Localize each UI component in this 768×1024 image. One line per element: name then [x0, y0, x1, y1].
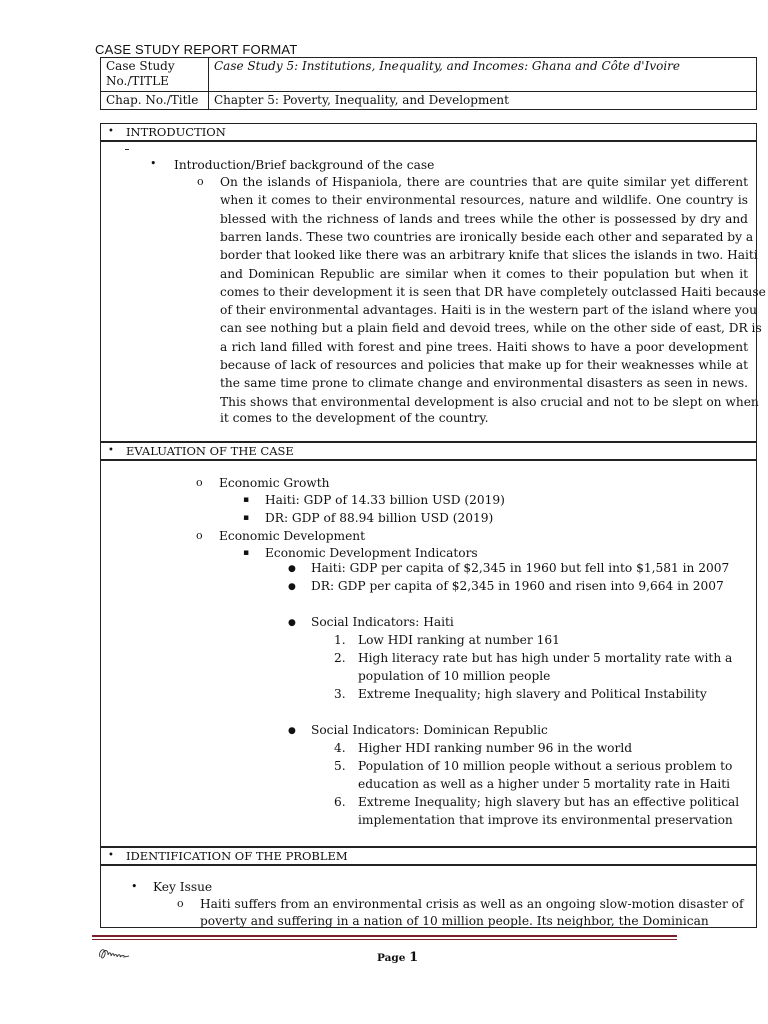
haiti-item: Low HDI ranking at number 161 — [358, 633, 560, 647]
square-bullet-icon: ▪ — [243, 548, 250, 558]
economic-growth-label: Economic Growth — [219, 476, 330, 490]
circle-bullet-icon: o — [196, 476, 203, 489]
haiti-item: Extreme Inequality; high slavery and Political Instability — [358, 687, 707, 701]
dot-bullet-icon: ● — [288, 726, 296, 736]
intro-line: On the islands of Hispaniola, there are countries that are quite similar yet different — [220, 175, 748, 189]
haiti-item: High literacy rate but has high under 5 mortality rate with a — [358, 651, 733, 665]
circle-bullet-icon: o — [177, 897, 184, 910]
dr-item: Higher HDI ranking number 96 in the world — [358, 741, 633, 755]
problem-line: poverty and suffering in a nation of 10 million people. Its neighbor, the Dominican — [200, 914, 709, 928]
circle-bullet-icon: o — [197, 175, 204, 188]
bullet-icon: • — [108, 126, 114, 137]
case-study-label: Case Study No./TITLE — [101, 58, 209, 92]
list-number: 3. — [334, 687, 346, 701]
intro-line: can see nothing but a plain field and devoid trees, while on the other side of east, DR is — [220, 321, 762, 336]
intro-line: because of lack of resources and policies that make up for their weaknesses while at — [220, 358, 748, 372]
dr-item: education as well as a higher under 5 mortality rate in Haiti — [358, 777, 731, 791]
intro-line: the same time prone to climate change and environmental disasters as seen in news. — [220, 376, 748, 391]
square-bullet-icon: ▪ — [243, 495, 250, 505]
dash-mark — [125, 149, 129, 150]
problem-line: Haiti suffers from an environmental crisis as well as an ongoing slow-motion disaster of — [200, 897, 744, 911]
intro-line: comes to their development it is seen that DR have completely outclassed Haiti because — [220, 284, 766, 299]
dr-indicators-label: Social Indicators: Dominican Republic — [311, 723, 548, 737]
bullet-icon: • — [108, 445, 114, 456]
dot-bullet-icon: ● — [288, 618, 296, 628]
intro-line: a rich land filled with forest and pine trees. Haiti shows to have a poor development — [220, 339, 748, 354]
list-number: 6. — [334, 795, 346, 809]
list-number: 4. — [334, 741, 346, 755]
intro-bullet-text: Introduction/Brief background of the case — [174, 158, 435, 172]
signature-mark — [96, 943, 132, 965]
chapter-label: Chap. No./Title — [101, 92, 209, 110]
circle-bullet-icon: o — [196, 529, 203, 542]
dr-item: Population of 10 million people without a serious problem to — [358, 759, 733, 773]
haiti-item: population of 10 million people — [358, 669, 551, 683]
indicator-item: DR: GDP per capita of $2,345 in 1960 and risen into 9,664 in 2007 — [311, 579, 724, 593]
square-bullet-icon: ▪ — [243, 513, 250, 523]
bullet-icon: • — [108, 850, 114, 861]
growth-item: Haiti: GDP of 14.33 billion USD (2019) — [265, 493, 505, 507]
evaluation-heading-row — [100, 442, 757, 460]
list-number: 1. — [334, 633, 346, 647]
intro-line: of their environmental advantages. Haiti is in the western part of the island where you — [220, 303, 757, 318]
chapter-row — [101, 92, 757, 110]
list-number: 2. — [334, 651, 346, 665]
case-study-row — [101, 58, 757, 92]
introduction-heading: INTRODUCTION — [126, 125, 226, 139]
key-issue-label: Key Issue — [153, 880, 213, 894]
haiti-indicators-label: Social Indicators: Haiti — [311, 615, 454, 629]
growth-item: DR: GDP of 88.94 billion USD (2019) — [265, 511, 494, 525]
economic-development-label: Economic Development — [219, 529, 366, 543]
page-footer — [377, 950, 418, 965]
page-label: Page — [377, 952, 406, 964]
intro-line: barren lands. These two countries are ironically beside each other and separated by a — [220, 229, 754, 244]
introduction-heading-row — [100, 123, 757, 141]
bullet-icon: • — [150, 157, 157, 170]
indicator-item: Haiti: GDP per capita of $2,345 in 1960 but fell into $1,581 in 2007 — [311, 561, 730, 575]
intro-line: and Dominican Republic are similar when it comes to their population but when it — [220, 266, 748, 281]
report-format-title: CASE STUDY REPORT FORMAT — [95, 42, 298, 57]
intro-line: when it comes to their environmental resources, nature and wildlife. One country is — [220, 193, 748, 208]
footer-rule — [92, 939, 677, 940]
page-number: 1 — [409, 950, 419, 965]
intro-line: it comes to the development of the country. — [220, 411, 489, 425]
list-number: 5. — [334, 759, 346, 773]
case-meta-table — [100, 57, 757, 110]
indicators-label: Economic Development Indicators — [265, 546, 478, 560]
evaluation-heading: EVALUATION OF THE CASE — [126, 444, 294, 458]
footer-rule — [92, 935, 677, 937]
case-study-title: Case Study 5: Institutions, Inequality, and Incomes: Ghana and Côte d'Ivoire — [209, 58, 757, 92]
bullet-icon: • — [131, 880, 138, 893]
intro-line: This shows that environmental development is also crucial and not to be slept on when — [220, 394, 759, 409]
problem-heading-row — [100, 847, 757, 865]
dr-item: implementation that improve its environmental preservation — [358, 813, 733, 827]
problem-heading: IDENTIFICATION OF THE PROBLEM — [126, 849, 348, 863]
dot-bullet-icon: ● — [288, 582, 296, 592]
dr-item: Extreme Inequality; high slavery but has an effective political — [358, 795, 740, 809]
dot-bullet-icon: ● — [288, 564, 296, 574]
intro-line: blessed with the richness of lands and trees while the other is possessed by dry and — [220, 211, 748, 226]
intro-line: border that looked like there was an arbitrary knife that slices the islands in two. Haiti — [220, 248, 758, 263]
chapter-title: Chapter 5: Poverty, Inequality, and Development — [209, 92, 757, 110]
